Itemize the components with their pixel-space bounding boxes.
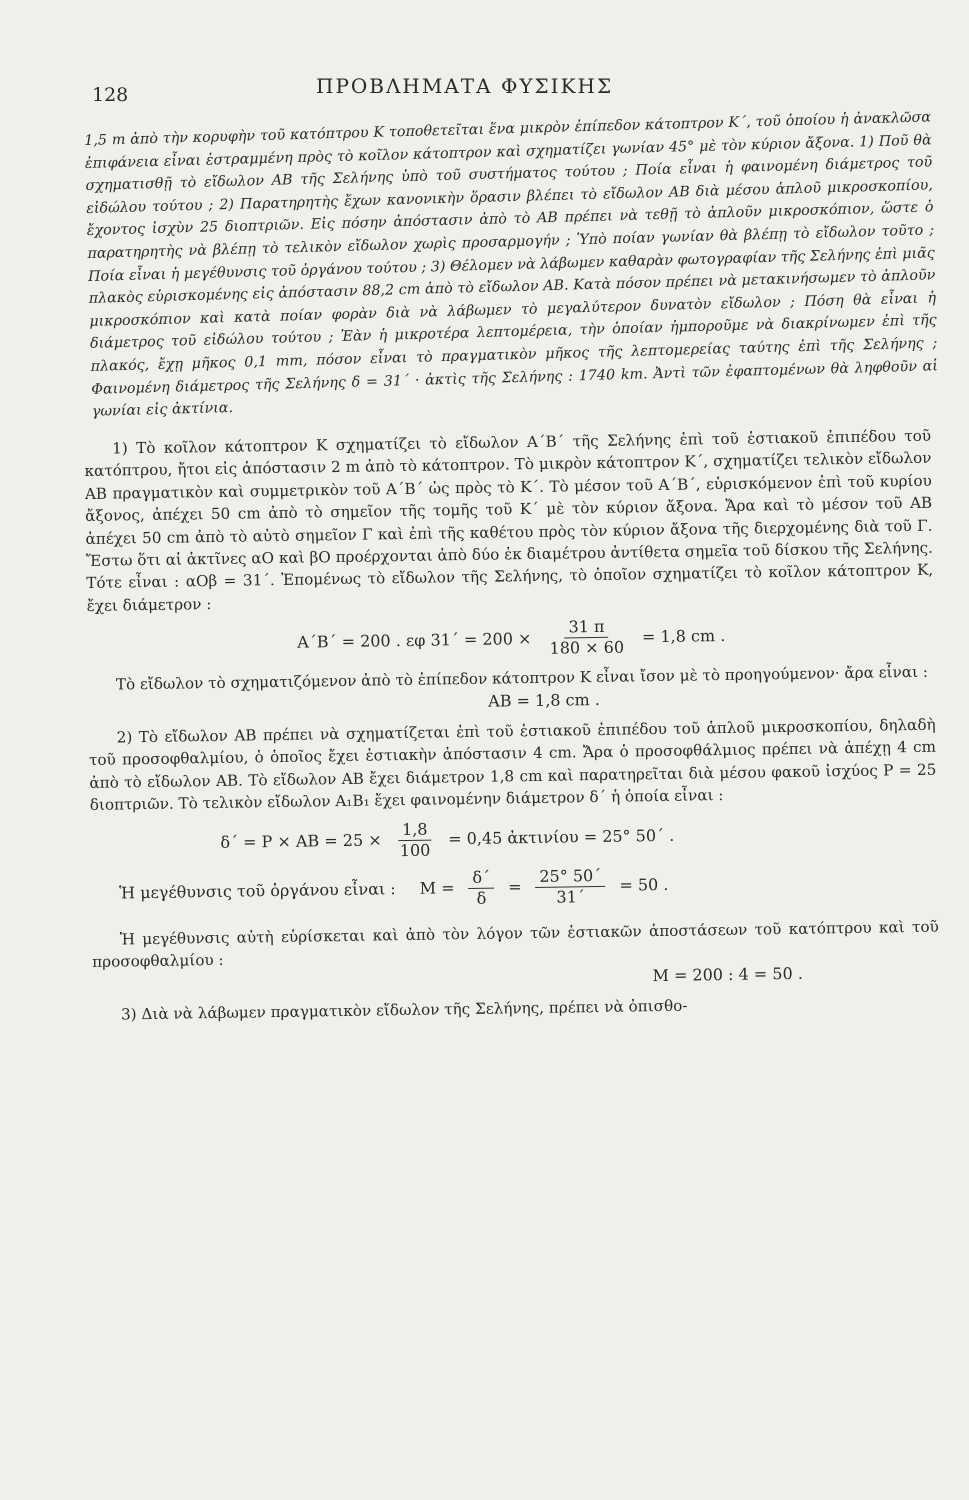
solution (84, 424, 940, 1026)
problem-statement (84, 106, 939, 423)
eq2-denominator: 100 (399, 840, 431, 860)
solution-paragraph-2: Τὸ εἴδωλον τὸ σχηματιζόμενον ἀπὸ τὸ ἐπίπεδον κάτοπτρον Κ εἶναι ἴσον μὲ τὸ προηγούμενον· ἄρα εἶναι : (115, 662, 929, 694)
eq2-left: δ΄ = Ρ × ΑΒ = 25 × (220, 830, 382, 852)
eq3-fraction-1 (468, 867, 494, 908)
equation-delta (90, 811, 938, 865)
solution-text-1: 1) Τὸ κοῖλον κάτοπτρον Κ σχηματίζει τὸ εἴδωλον Α΄Β΄ τῆς Σελήνης ἐπὶ τοῦ ἑστιακοῦ ἐπιπέδου τοῦ κατόπτρου, ἤτοι εἰς ἀπόστασιν 2 m ἀπὸ τὸ κάτοπτρον. Τὸ μικρὸν κάτοπτρον Κ΄, σχηματίζει τελικὸν εἴδωλον ΑΒ πραγματικὸν καὶ συμμετρικὸν τοῦ Α΄Β΄ ὡς πρὸς τὸ Κ΄. Τὸ μέσον τοῦ Α΄Β΄, εὑρισκόμενον ἐπὶ τοῦ κυρίου ἄξονος, ἀπέχει 50 cm ἀπὸ τὸ σημεῖον τῆς τομῆς τοῦ Κ΄ μὲ τὸν κύριον ἄξονα. Ἄρα καὶ τὸ μέσον τοῦ ΑΒ ἀπέχει 50 cm ἀπὸ τὸ αὐτὸ σημεῖον Γ καὶ ἐπὶ τῆς καθέτου πρὸς τὸν κύριον ἄξονα τῆς διερχομένης διὰ τοῦ Γ. Ἔστω ὅτι αἱ ἀκτῖνες αΟ καὶ βΟ προέρχονται ἀπὸ δύο ἐκ διαμέτρου ἀντίθετα σημεῖα τοῦ δίσκου τῆς Σελήνης. Τότε εἶναι : (84, 426, 933, 593)
eq1-fraction (545, 616, 628, 658)
eq1-numerator: 31 π (564, 617, 608, 639)
eq2-numerator: 1,8 (398, 819, 432, 841)
magnification-label: Ἡ μεγέθυνσις τοῦ ὀργάνου εἶναι : (119, 878, 396, 903)
equation-magnification (91, 860, 939, 914)
eq3-fraction-2 (535, 865, 605, 907)
angle-statement: αΟβ = 31΄. Ἐπομένως τὸ εἴδωλον τῆς Σελήνης, τὸ ὁποῖον σχηματίζει τὸ κοῖλον κάτοπτρον Κ, ἔχει διάμετρον : (86, 560, 934, 615)
eq2-fraction (395, 819, 434, 861)
eq3-numerator-2: 25° 50΄ (535, 865, 605, 887)
solution-paragraph-5: Ἡ μεγέθυνσις αὐτὴ εὑρίσκεται καὶ ἀπὸ τὸν λόγον τῶν ἑστιακῶν ἀποστάσεων τοῦ κατόπτρου καὶ τοῦ προσοφθαλμίου : (92, 917, 939, 971)
page-number: 128 (92, 84, 129, 106)
problem-text: 1,5 m ἀπὸ τὴν κορυφὴν τοῦ κατόπτρου Κ τοποθετεῖται ἕνα μικρὸν ἐπίπεδον κάτοπτρον Κ΄, τοῦ ὁποίου ἡ ἀνακλῶσα ἐπιφάνεια εἶναι ἐστραμμένη πρὸς τὸ κοῖλον κάτοπτρον καὶ σχηματίζει γωνίαν 45° μὲ τὸν κύριον ἄξονα. 1) Ποῦ θὰ σχηματισθῇ τὸ εἴδωλον ΑΒ τῆς Σελήνης ὑπὸ τοῦ συστήματος τούτου ; Ποία εἶναι ἡ φαινομένη διάμετρος τοῦ εἰδώλου τούτου ; 2) Παρατηρητὴς ἔχων κανονικὴν ὅρασιν βλέπει τὸ εἴδωλον ΑΒ διὰ μέσου ἁπλοῦ μικροσκοπίου, ἔχοντος ἰσχὺν 25 διοπτριῶν. Εἰς πόσην ἀπόστασιν ἀπὸ τὸ ΑΒ πρέπει νὰ τεθῇ τὸ ἁπλοῦν μικροσκόπιον, ὥστε ὁ παρατηρητὴς νὰ βλέπῃ τὸ τελικὸν εἴδωλον χωρὶς προσαρμογήν ; Ὑπὸ ποίαν γωνίαν θὰ βλέπῃ τὸ εἴδωλον τοῦτο ; Ποία εἶναι ἡ μεγέθυνσις τοῦ ὀργάνου τούτου ; 3) Θέλομεν νὰ λάβωμεν καθαρὰν φωτογραφίαν τῆς Σελήνης ἐπὶ μιᾶς πλακὸς εὑρισκομένης εἰς ἀπόστασιν 88,2 cm ἀπὸ τὸ εἴδωλον ΑΒ. Κατὰ πόσον πρέπει νὰ μετακινήσωμεν τὸ ἁπλοῦν μικροσκόπιον καὶ κατὰ ποίαν φορὰν διὰ νὰ λάβωμεν τὸ μεγαλύτερον δυνατὸν εἴδωλον ; Πόση θὰ εἶναι ἡ διάμετρος τοῦ εἰδώλου τούτου ; Ἐὰν ἡ μικροτέρα λεπτομέρεια, τὴν ὁποίαν ἠμποροῦμε νὰ διακρίνωμεν ἐπὶ τῆς πλακός, ἔχῃ μῆκος 0,1 mm, πόσον εἶναι τὸ πραγματικὸν μῆκος τῆς λεπτομερείας ταύτης ἐπὶ τῆς Σελήνης ; Φαινομένη διάμετρος τῆς Σελήνης δ = 31΄ · ἀκτὶς τῆς Σελήνης : 1740 km. Ἀντὶ τῶν ἐφαπτομένων θὰ ληφθοῦν αἱ γωνίαι εἰς ἀκτίνια. (84, 109, 939, 421)
eq3-right: = 50 . (619, 874, 669, 895)
eq3-m: Μ = (419, 877, 455, 898)
eq1-right: = 1,8 cm . (641, 625, 726, 646)
solution-paragraph-3: 2) Τὸ εἴδωλον ΑΒ πρέπει νὰ σχηματίζεται ἐπὶ τοῦ ἑστιακοῦ ἐπιπέδου τοῦ ἁπλοῦ μικροσκοπίου, δηλαδὴ τοῦ προσοφθαλμίου, ὁ ὁποῖος ἔχει ἑστιακὴν ἀπόστασιν 4 cm. Ἄρα ὁ προσοφθάλμιος πρέπει νὰ ἀπέχῃ 4 cm ἀπὸ τὸ εἴδωλον ΑΒ. Τὸ εἴδωλον ΑΒ ἔχει διάμετρον 1,8 cm καὶ παρατηρεῖται διὰ μέσου φακοῦ ἰσχύος Ρ = 25 διοπτριῶν. Τὸ τελικὸν εἴδωλον Α₁Β₁ ἔχει φαινομένην διάμετρον δ΄ ἡ ὁποία εἶναι : (88, 715, 937, 814)
eq1-left: Α΄Β΄ = 200 . εφ 31΄ = 200 × (297, 628, 532, 651)
equation-diameter (87, 612, 935, 666)
running-title: ΠΡΟΒΛΗΜΑΤΑ ΦΥΣΙΚΗΣ (316, 74, 614, 98)
eq2-right: = 0,45 ἀκτινίου = 25° 50΄ . (448, 825, 675, 849)
equation-ab: ΑΒ = 1,8 cm . (488, 689, 601, 711)
eq3-denominator-1: δ (476, 888, 487, 908)
eq1-denominator: 180 × 60 (549, 637, 625, 658)
solution-paragraph-1 (84, 424, 934, 617)
solution-paragraph-6: 3) Διὰ νὰ λάβωμεν πραγματικὸν εἴδωλον τῆς Σελήνης, πρέπει νὰ ὀπισθο- (120, 996, 688, 1024)
eq3-numerator-1: δ΄ (468, 867, 494, 888)
equation-ratio: Μ = 200 : 4 = 50 . (652, 962, 803, 985)
eq3-denominator-2: 31΄ (556, 886, 585, 907)
eq3-equals: = (508, 876, 522, 897)
